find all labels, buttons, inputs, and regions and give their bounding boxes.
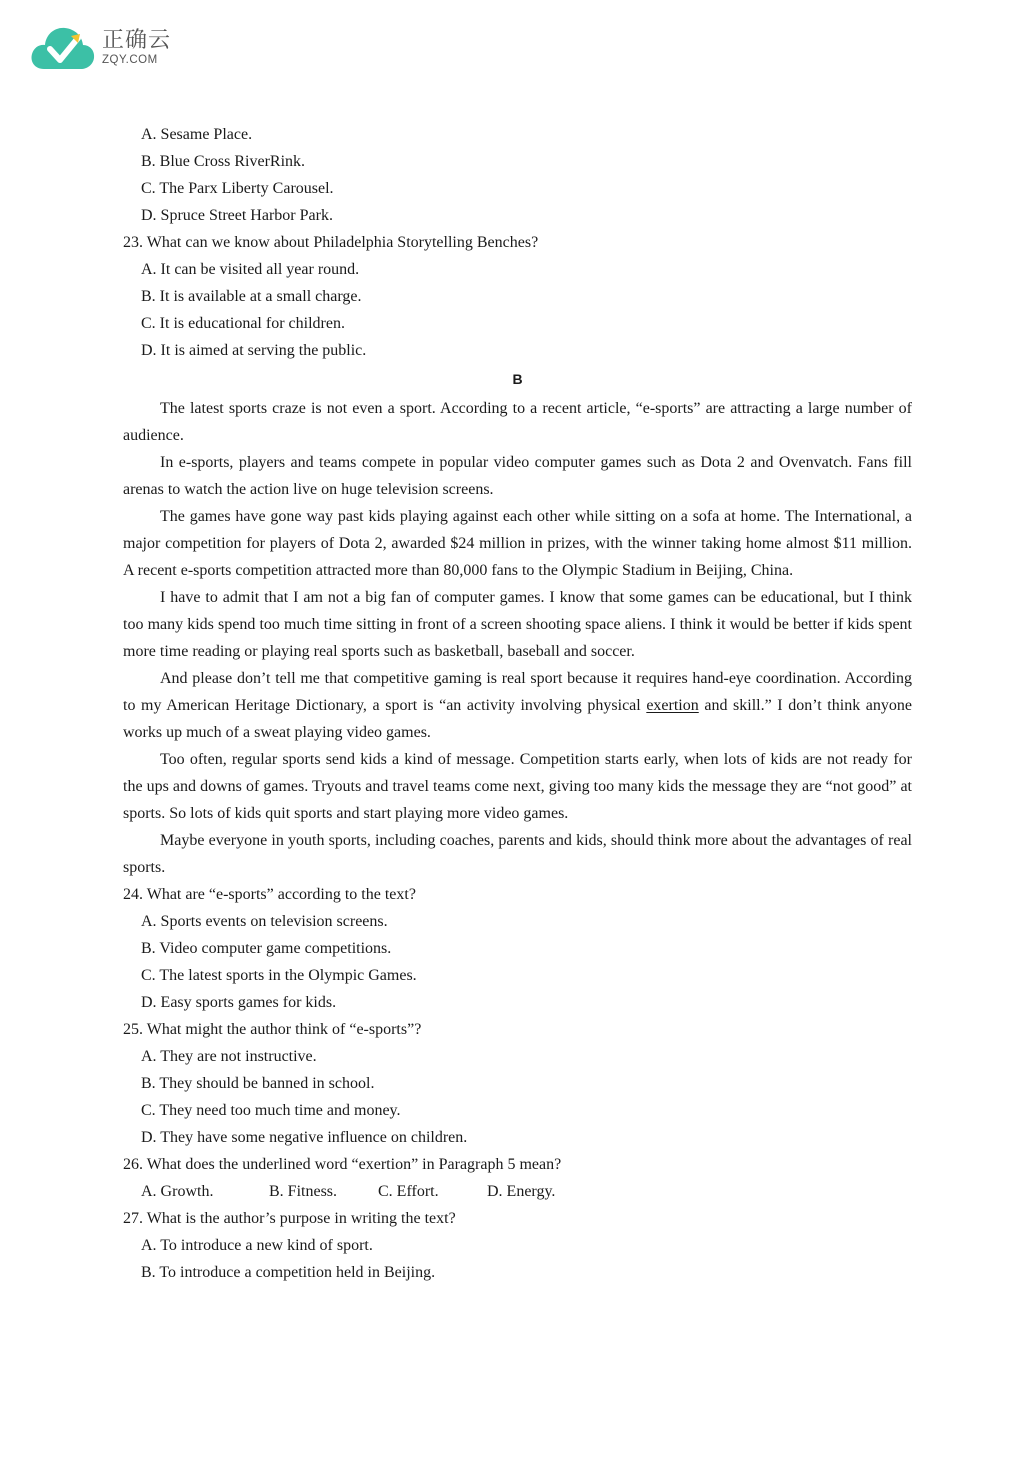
q24-option-a: A. Sports events on television screens. <box>141 913 388 930</box>
q26-option-d: D. Energy. <box>487 1183 556 1200</box>
document-body <box>123 121 912 1286</box>
passage-paragraph-7: Maybe everyone in youth sports, including coaches, parents and kids, should think more about the advantages of real sports. <box>123 832 912 876</box>
q25-option-d: D. They have some negative influence on children. <box>141 1129 468 1146</box>
q23-option-a: A. It can be visited all year round. <box>141 261 360 278</box>
q23-option-c: C. It is educational for children. <box>141 315 345 332</box>
q25-question: 25. What might the author think of “e-sports”? <box>123 1021 422 1038</box>
q23-option-d: D. It is aimed at serving the public. <box>141 342 367 359</box>
q25-option-a: A. They are not instructive. <box>141 1048 317 1065</box>
underlined-word: exertion <box>646 697 699 714</box>
q23-question: 23. What can we know about Philadelphia Storytelling Benches? <box>123 234 539 251</box>
q25-option-c: C. They need too much time and money. <box>141 1102 401 1119</box>
q22-option-b: B. Blue Cross RiverRink. <box>141 153 306 170</box>
q27-question: 27. What is the author’s purpose in writing the text? <box>123 1210 456 1227</box>
passage-paragraph-3: The games have gone way past kids playing against each other while sitting on a sofa at home. The International, a major competition for players of Dota 2, awarded $24 million in prizes, with the winner taking home almost $11 million. A recent e-sports competition attracted more than 80,000 fans to the Olympic Stadium in Beijing, China. <box>123 508 912 579</box>
passage-paragraph-6: Too often, regular sports send kids a kind of message. Competition starts early, when lots of kids are not ready for the ups and downs of games. Tryouts and travel teams come next, giving too many kids the message they are “not good” at sports. So lots of kids quit sports and start playing more video games. <box>123 751 912 822</box>
q26-option-b: B. Fitness. <box>269 1183 338 1200</box>
q26-options-row <box>123 1178 912 1205</box>
p5-text-after: and skill.” I don’t think anyone works up much of a sweat playing video games. <box>123 697 913 741</box>
q26-question: 26. What does the underlined word “exertion” in Paragraph 5 mean? <box>123 1156 562 1173</box>
q22-option-a: A. Sesame Place. <box>141 126 253 143</box>
q24-option-c: C. The latest sports in the Olympic Games. <box>141 967 417 984</box>
q22-option-d: D. Spruce Street Harbor Park. <box>141 207 333 224</box>
passage-paragraph-1: The latest sports craze is not even a sport. According to a recent article, “e-sports” are attracting a large number of audience. <box>123 400 912 444</box>
site-logo <box>30 22 171 74</box>
q26-option-c: C. Effort. <box>378 1183 439 1200</box>
q27-option-a: A. To introduce a new kind of sport. <box>141 1237 373 1254</box>
q23-option-b: B. It is available at a small charge. <box>141 288 362 305</box>
q25-option-b: B. They should be banned in school. <box>141 1075 375 1092</box>
logo-domain-text: ZQY.COM <box>102 53 158 66</box>
passage-paragraph-2: In e-sports, players and teams compete in popular video computer games such as Dota 2 and Ovenvatch. Fans fill arenas to watch the action live on huge television screens. <box>123 454 912 498</box>
passage-paragraph-5 <box>123 665 912 746</box>
logo-chinese-text: 正确云 <box>102 27 172 53</box>
passage-paragraph-4: I have to admit that I am not a big fan of computer games. I know that some games can be educational, but I think too many kids spend too much time sitting in front of a screen shooting space aliens. I think it would be better if kids spent more time reading or playing real sports such as basketball, baseball and soccer. <box>123 589 912 660</box>
q24-option-d: D. Easy sports games for kids. <box>141 994 337 1011</box>
q24-option-b: B. Video computer game competitions. <box>141 940 392 957</box>
q27-option-b: B. To introduce a competition held in Beijing. <box>141 1264 436 1281</box>
section-heading: B <box>512 371 523 387</box>
cloud-check-icon <box>30 23 96 73</box>
q22-option-c: C. The Parx Liberty Carousel. <box>141 180 334 197</box>
q24-question: 24. What are “e-sports” according to the text? <box>123 886 416 903</box>
q26-option-a: A. Growth. <box>141 1183 214 1200</box>
p5-text-before: And please don’t tell me that competitive gaming is real sport because it requires hand-eye coordination. According to my American Heritage Dictionary, a sport is “an activity involving physical <box>123 670 912 714</box>
